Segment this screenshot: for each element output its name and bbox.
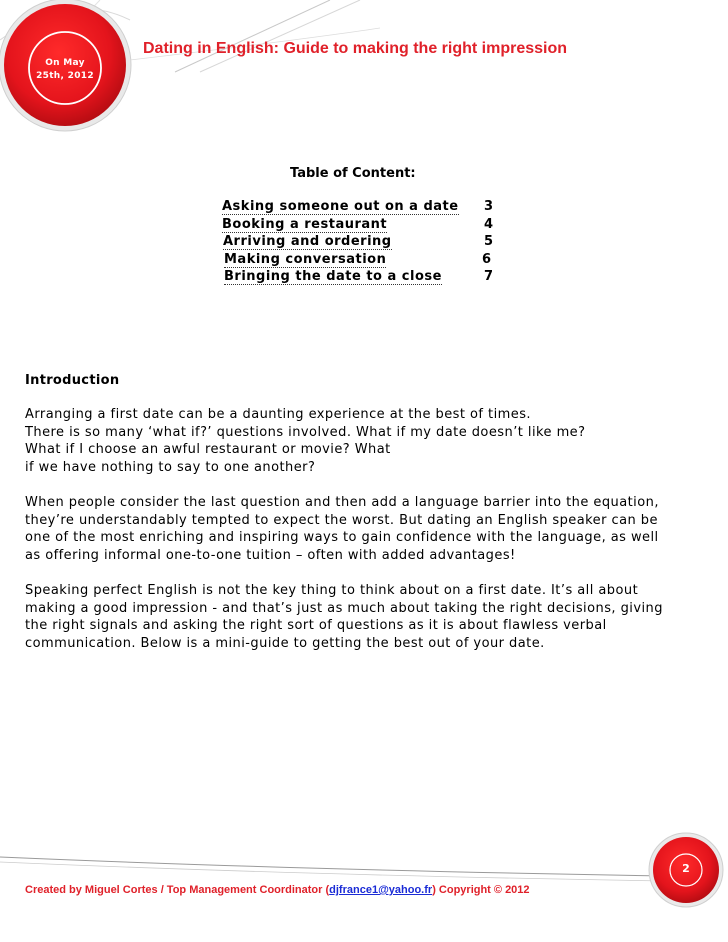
footer-credit-suffix: ) Copyright © 2012 [432,884,530,896]
toc-item-label[interactable]: Making conversation [224,251,387,267]
date-badge-line-1: On May [45,58,85,68]
intro-heading: Introduction [25,373,120,388]
paragraph-line: communication. Below is a mini-guide to getting the best out of your date. [25,635,545,651]
date-badge [30,57,100,83]
date-badge-line-2: 25th, 2012 [36,71,94,81]
toc-heading: Table of Content: [290,166,416,181]
intro-paragraph-3 [25,582,715,652]
toc-item-page: 3 [484,199,494,214]
paragraph-line: the right signals and asking the right sort of questions as it is about flawless verbal [25,618,607,633]
intro-paragraph-1 [25,406,715,476]
footer-credit-prefix: Created by Miguel Cortes / Top Management Coordinator ( [25,884,330,896]
page-number: 2 [682,862,690,875]
table-of-contents [222,199,512,287]
paragraph-line: one of the most enriching and inspiring ways to gain confidence with the language, as well [25,530,659,545]
toc-item[interactable] [222,199,512,217]
toc-item-label[interactable]: Booking a restaurant [222,216,388,232]
toc-item[interactable] [222,252,512,270]
toc-item[interactable] [222,217,512,235]
paragraph-line: Speaking perfect English is not the key thing to think about on a first date. It’s all about [25,583,639,598]
paragraph-line: What if I choose an awful restaurant or movie? What [25,442,391,457]
paragraph-line: as offering informal one-to-one tuition – often with added advantages! [25,547,516,563]
toc-item-label[interactable]: Bringing the date to a close [224,269,442,285]
toc-item-page: 5 [484,234,494,250]
footer-credit [25,884,530,896]
intro-paragraph-2 [25,494,715,564]
paragraph-line: Arranging a first date can be a daunting experience at the best of times. [25,407,532,422]
footer-email-link[interactable]: djfrance1@yahoo.fr [329,884,433,896]
document-title: Dating in English: Guide to making the right impression [143,40,568,57]
paragraph-line: When people consider the last question and then add a language barrier into the equation, [25,495,659,510]
toc-item[interactable] [222,234,512,252]
toc-item-label[interactable]: Arriving and ordering [223,234,392,250]
toc-item-page: 4 [484,216,494,232]
paragraph-line: There is so many ‘what if?’ questions involved. What if my date doesn’t like me? [25,424,586,440]
paragraph-line: if we have nothing to say to one another? [25,459,316,475]
toc-item-page: 7 [484,269,494,285]
toc-item-page: 6 [482,251,492,267]
toc-item-label[interactable]: Asking someone out on a date [222,199,459,214]
paragraph-line: they’re understandably tempted to expect the worst. But dating an English speaker can be [25,512,658,528]
toc-item[interactable] [222,269,512,287]
paragraph-line: making a good impression - and that’s just as much about taking the right decisions, giving [25,600,663,616]
